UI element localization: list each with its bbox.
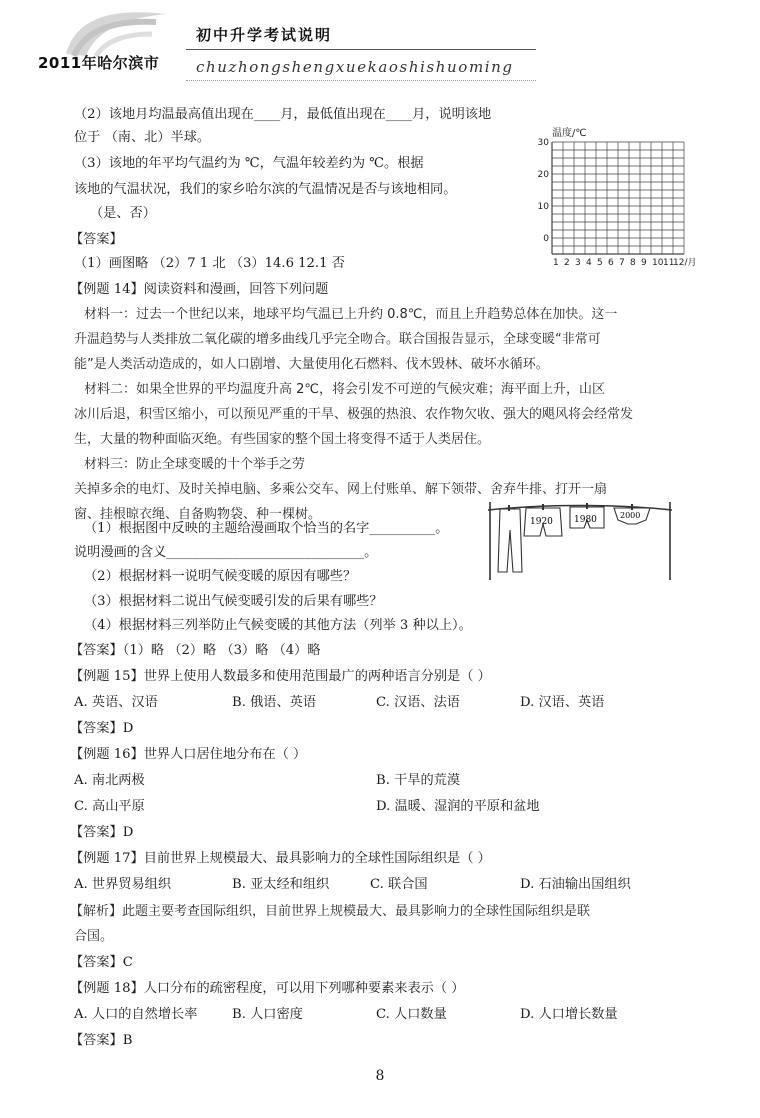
option-a: A. 世界贸易组织 [74, 877, 172, 892]
option-c: C. 汉语、法语 [376, 695, 460, 710]
y-tick-label: 10 [537, 202, 549, 212]
text-line: （是、否） [90, 206, 156, 221]
header-divider-dotted [186, 80, 536, 81]
chart-ylabel: 温度/℃ [552, 128, 587, 139]
material-text: 关掉多余的电灯、及时关掉电脑、多乘公交车、网上付账单、解下领带、舍弃牛排、打开一扇 [74, 482, 608, 497]
chart-yticks [538, 138, 550, 244]
option-b: B. 亚太经和组织 [232, 877, 330, 892]
option-a: A. 英语、汉语 [74, 695, 158, 710]
question-text: （3）根据材料二说出气候变暖引发的后果有哪些？ [84, 594, 383, 609]
answer-text: 【答案】（1）略 （2）略 （3）略 （4）略 [70, 643, 321, 658]
example-heading: 【例题 16】世界人口居住地分布在（ ） [70, 747, 307, 762]
answer-text: 【答案】B [70, 1033, 133, 1048]
example-heading: 【例题 14】阅读资料和漫画，回答下列问题 [70, 282, 329, 297]
y-tick-label: 20 [537, 170, 549, 180]
analysis-text: 【解析】此题主要考查国际组织，目前世界上规模最大、最具影响力的全球性国际组织是联 [70, 904, 591, 919]
material-text: 材料二：如果全世界的平均温度升高 2℃，将会引发不可逆的气候灾难；海平面上升，山区 [84, 382, 606, 397]
header-divider [186, 49, 536, 50]
cartoon-tag-2000: 2000 [620, 511, 641, 520]
x-tick-label: 8 [630, 258, 636, 268]
y-tick-label: 0 [543, 234, 549, 244]
text-line: （3）该地的年平均气温约为 ℃，气温年较差约为 ℃。根据 [74, 156, 424, 171]
header-title: 初中升学考试说明 [196, 26, 333, 44]
material-text: 冰川后退，积雪区缩小，可以预见严重的干旱、极强的热浪、农作物欠收、强大的飓风将会经常发 [74, 407, 634, 422]
climate-cartoon-image [486, 500, 674, 580]
answer-text: （1）画图略 （2）7 1 北 （3）14.6 12.1 否 [74, 256, 345, 271]
material-text: 生，大量的物种面临灭绝。有些国家的整个国土将变得不适于人类居住。 [74, 432, 491, 447]
option-c: C. 高山平原 [74, 799, 145, 814]
temperature-grid [530, 124, 697, 274]
chart-xticks [553, 257, 697, 268]
option-c: C. 联合国 [370, 877, 428, 892]
example-heading: 【例题 18】人口分布的疏密程度，可以用下列哪种要素来表示（ ） [70, 981, 465, 996]
text-line: 位于 （南、北）半球。 [74, 130, 211, 145]
x-tick-label: 1 [553, 258, 559, 268]
answer-text: 【答案】D [70, 825, 134, 840]
option-d: D. 石油输出国组织 [520, 877, 631, 892]
x-tick-label: 10 [652, 258, 664, 268]
x-tick-label: 3 [575, 258, 581, 268]
option-d: D. 温暖、湿润的平原和盆地 [376, 799, 540, 814]
analysis-text: 合国。 [74, 929, 114, 944]
chart-grid [552, 142, 684, 254]
text-line: （2）该地月均温最高值出现在____月，最低值出现在____月，说明该地 [74, 107, 492, 122]
example-heading: 【例题 17】目前世界上规模最大、最具影响力的全球性国际组织是（ ） [70, 851, 491, 866]
option-b: B. 俄语、英语 [232, 695, 317, 710]
answer-text: 【答案】D [70, 721, 134, 736]
x-tick-label: 9 [641, 258, 647, 268]
option-b: B. 干旱的荒漠 [376, 773, 461, 788]
question-text: 说明漫画的含义______________________________。 [74, 545, 378, 560]
y-tick-label: 30 [537, 138, 549, 148]
question-text: （1）根据图中反映的主题给漫画取个恰当的名字__________。 [84, 521, 449, 536]
option-d: D. 人口增长数量 [520, 1007, 618, 1022]
option-a: A. 南北两极 [74, 773, 145, 788]
x-tick-label: 7 [619, 258, 625, 268]
header-pinyin: chuzhongshengxuekaoshishuoming [196, 58, 514, 76]
page-header [0, 0, 760, 95]
page-number: 8 [375, 1068, 385, 1084]
header-year-city: 2011年哈尔滨市 [38, 54, 160, 72]
x-tick-label: 12/月 [673, 258, 697, 268]
option-a: A. 人口的自然增长率 [74, 1007, 198, 1022]
material-text: 材料一：过去一个世纪以来，地球平均气温已上升约 0.8℃，而且上升趋势总体在加快。这一 [84, 307, 618, 322]
option-b: B. 人口密度 [232, 1007, 303, 1022]
x-tick-label: 4 [586, 258, 592, 268]
x-tick-label: 2 [564, 258, 570, 268]
x-tick-label: 11 [663, 258, 675, 268]
text-line: 该地的气温状况，我们的家乡哈尔滨的气温情况是否与该地相同。 [74, 182, 457, 197]
material-text: 升温趋势与人类排放二氧化碳的增多曲线几乎完全吻合。联合国报告显示，全球变暖“非常可 [74, 332, 601, 347]
x-tick-label: 5 [597, 258, 603, 268]
material-text: 窗、挂根晾衣绳、自备购物袋、种一棵树。 [74, 507, 322, 522]
example-heading: 【例题 15】世界上使用人数最多和使用范围最广的两种语言分别是（ ） [70, 669, 491, 684]
answer-text: 【答案】C [70, 955, 133, 970]
cartoon-tag-1980: 1980 [574, 515, 597, 525]
option-d: D. 汉语、英语 [520, 695, 605, 710]
material-text: 能”是人类活动造成的，如人口剧增、大量使用化石燃料、伐木毁林、破坏水循环。 [74, 357, 549, 372]
x-tick-label: 6 [608, 258, 614, 268]
cartoon-tag-1920: 1920 [530, 517, 553, 527]
question-text: （4）根据材料三列举防止气候变暖的其他方法（列举 3 种以上）。 [84, 618, 472, 633]
option-c: C. 人口数量 [376, 1007, 447, 1022]
question-text: （2）根据材料一说明气候变暖的原因有哪些？ [84, 569, 357, 584]
material-text: 材料三：防止全球变暖的十个举手之劳 [84, 457, 306, 472]
answer-label: 【答案】 [70, 232, 123, 247]
